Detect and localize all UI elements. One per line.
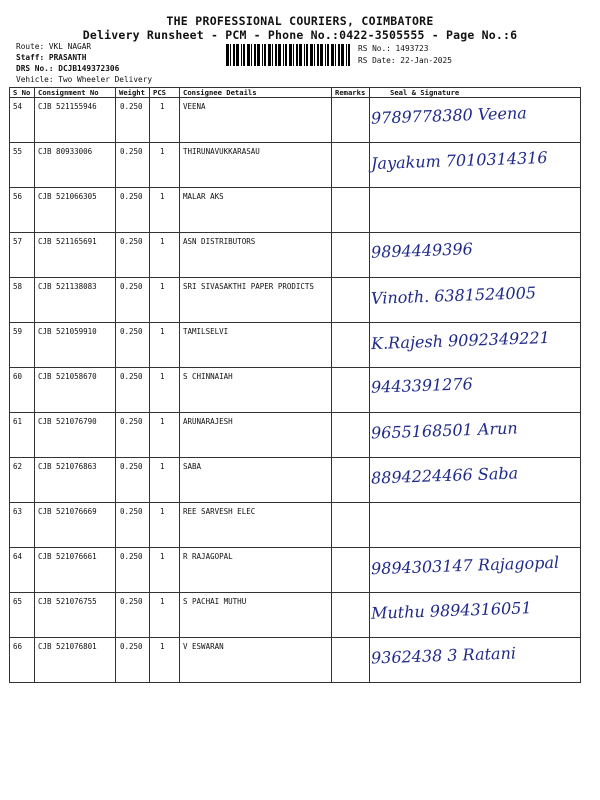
table-row bbox=[10, 278, 581, 323]
row-consignment: CJB 521076790 bbox=[35, 413, 116, 458]
row-pcs: 1 bbox=[150, 593, 180, 638]
row-remarks bbox=[332, 458, 370, 503]
col-consignment: Consignment No bbox=[35, 88, 116, 98]
barcode-bar bbox=[233, 44, 235, 66]
row-consignment: CJB 521059910 bbox=[35, 323, 116, 368]
row-consignment: CJB 521076863 bbox=[35, 458, 116, 503]
row-remarks bbox=[332, 233, 370, 278]
row-remarks bbox=[332, 278, 370, 323]
handwritten-signature: 9894449396 bbox=[370, 239, 474, 262]
row-consignee: SABA bbox=[180, 458, 332, 503]
row-pcs: 1 bbox=[150, 413, 180, 458]
barcode-bar bbox=[243, 44, 245, 66]
barcode-bar bbox=[331, 44, 334, 66]
row-sno: 55 bbox=[10, 143, 35, 188]
row-signature bbox=[370, 413, 581, 458]
barcode-bar bbox=[335, 44, 336, 66]
row-sno: 59 bbox=[10, 323, 35, 368]
row-consignee: V ESWARAN bbox=[180, 638, 332, 683]
row-consignee: S PACHAI MUTHU bbox=[180, 593, 332, 638]
row-sno: 58 bbox=[10, 278, 35, 323]
barcode-bar bbox=[251, 44, 252, 66]
row-consignment: CJB 521165691 bbox=[35, 233, 116, 278]
barcode-bar bbox=[247, 44, 250, 66]
row-remarks bbox=[332, 143, 370, 188]
row-sno: 66 bbox=[10, 638, 35, 683]
route-label: Route: VKL NAGAR bbox=[16, 42, 92, 51]
row-remarks bbox=[332, 593, 370, 638]
row-consignee: R RAJAGOPAL bbox=[180, 548, 332, 593]
barcode-bar bbox=[254, 44, 256, 66]
row-signature bbox=[370, 233, 581, 278]
handwritten-signature: 8894224466 Saba bbox=[370, 463, 519, 488]
row-consignment: CJB 521076755 bbox=[35, 593, 116, 638]
col-consignee: Consignee Details bbox=[180, 88, 332, 98]
row-remarks bbox=[332, 188, 370, 233]
row-consignment: CJB 521058670 bbox=[35, 368, 116, 413]
barcode-bar bbox=[310, 44, 313, 66]
barcode-bar bbox=[278, 44, 281, 66]
row-weight: 0.250 bbox=[116, 233, 150, 278]
row-remarks bbox=[332, 98, 370, 143]
col-pcs: PCS bbox=[150, 88, 180, 98]
handwritten-signature: K.Rajesh 9092349221 bbox=[370, 327, 551, 354]
row-consignment: CJB 521138083 bbox=[35, 278, 116, 323]
handwritten-signature: Vinoth. 6381524005 bbox=[370, 283, 537, 308]
row-weight: 0.250 bbox=[116, 638, 150, 683]
row-consignment: CJB 521155946 bbox=[35, 98, 116, 143]
table-row bbox=[10, 593, 581, 638]
row-consignee: REE SARVESH ELEC bbox=[180, 503, 332, 548]
row-signature bbox=[370, 143, 581, 188]
row-signature bbox=[370, 188, 581, 233]
barcode-bar bbox=[285, 44, 287, 66]
table-header-row bbox=[10, 88, 581, 98]
handwritten-signature: 9362438 3 Ratani bbox=[370, 643, 517, 668]
col-remarks: Remarks bbox=[332, 88, 370, 98]
table-row bbox=[10, 368, 581, 413]
barcode bbox=[226, 44, 350, 66]
staff-label: Staff: bbox=[16, 53, 45, 62]
company-title: THE PROFESSIONAL COURIERS, COIMBATORE bbox=[166, 14, 434, 28]
row-weight: 0.250 bbox=[116, 98, 150, 143]
row-pcs: 1 bbox=[150, 458, 180, 503]
barcode-bar bbox=[268, 44, 271, 66]
col-sno: S No bbox=[10, 88, 35, 98]
row-weight: 0.250 bbox=[116, 548, 150, 593]
row-pcs: 1 bbox=[150, 233, 180, 278]
barcode-bar bbox=[299, 44, 302, 66]
row-consignee: VEENA bbox=[180, 98, 332, 143]
barcode-bar bbox=[275, 44, 277, 66]
barcode-bar bbox=[257, 44, 260, 66]
table-row bbox=[10, 413, 581, 458]
row-pcs: 1 bbox=[150, 638, 180, 683]
row-weight: 0.250 bbox=[116, 323, 150, 368]
row-pcs: 1 bbox=[150, 323, 180, 368]
barcode-bar bbox=[325, 44, 326, 66]
table-row bbox=[10, 188, 581, 233]
barcode-bar bbox=[346, 44, 347, 66]
row-signature bbox=[370, 458, 581, 503]
barcode-bar bbox=[327, 44, 329, 66]
barcode-bar bbox=[264, 44, 266, 66]
row-sno: 62 bbox=[10, 458, 35, 503]
table-row bbox=[10, 638, 581, 683]
row-sno: 54 bbox=[10, 98, 35, 143]
row-signature bbox=[370, 368, 581, 413]
drs-value: DCJB149372306 bbox=[58, 64, 120, 73]
row-pcs: 1 bbox=[150, 548, 180, 593]
row-signature bbox=[370, 503, 581, 548]
row-consignment: CJB 521076801 bbox=[35, 638, 116, 683]
table-row bbox=[10, 233, 581, 278]
row-remarks bbox=[332, 368, 370, 413]
barcode-bar bbox=[226, 44, 229, 66]
row-consignee: THIRUNAVUKKARASAU bbox=[180, 143, 332, 188]
row-consignee: TAMILSELVI bbox=[180, 323, 332, 368]
row-sno: 64 bbox=[10, 548, 35, 593]
row-weight: 0.250 bbox=[116, 368, 150, 413]
staff-value: PRASANTH bbox=[48, 53, 87, 62]
barcode-bar bbox=[304, 44, 305, 66]
row-signature bbox=[370, 548, 581, 593]
col-seal-signature: Seal & Signature bbox=[370, 88, 581, 98]
runsheet-title: Delivery Runsheet - PCM - Phone No.:0422-3505555 - Page No.:6 bbox=[82, 28, 518, 42]
handwritten-signature: Jayakum 7010314316 bbox=[370, 147, 548, 174]
row-weight: 0.250 bbox=[116, 188, 150, 233]
row-sno: 63 bbox=[10, 503, 35, 548]
row-consignee: ASN DISTRIBUTORS bbox=[180, 233, 332, 278]
row-pcs: 1 bbox=[150, 368, 180, 413]
row-sno: 56 bbox=[10, 188, 35, 233]
row-sno: 57 bbox=[10, 233, 35, 278]
vehicle-label: Vehicle: Two Wheeler Delivery bbox=[16, 75, 153, 84]
barcode-bar bbox=[338, 44, 340, 66]
barcode-bar bbox=[241, 44, 242, 66]
row-signature bbox=[370, 98, 581, 143]
rs-no: RS No.: 1493723 bbox=[358, 44, 429, 53]
table-row bbox=[10, 98, 581, 143]
row-pcs: 1 bbox=[150, 278, 180, 323]
row-consignment: CJB 80933006 bbox=[35, 143, 116, 188]
row-remarks bbox=[332, 638, 370, 683]
row-weight: 0.250 bbox=[116, 413, 150, 458]
barcode-bar bbox=[314, 44, 315, 66]
staff-row bbox=[16, 53, 86, 62]
table-row bbox=[10, 458, 581, 503]
rs-date: RS Date: 22-Jan-2025 bbox=[358, 56, 452, 65]
barcode-bar bbox=[272, 44, 273, 66]
handwritten-signature: Muthu 9894316051 bbox=[370, 598, 532, 623]
row-weight: 0.250 bbox=[116, 143, 150, 188]
row-remarks bbox=[332, 323, 370, 368]
barcode-bar bbox=[293, 44, 294, 66]
row-weight: 0.250 bbox=[116, 458, 150, 503]
row-consignment: CJB 521066305 bbox=[35, 188, 116, 233]
barcode-bar bbox=[262, 44, 263, 66]
barcode-bar bbox=[320, 44, 323, 66]
barcode-bar bbox=[306, 44, 308, 66]
drs-row bbox=[16, 64, 119, 73]
row-pcs: 1 bbox=[150, 503, 180, 548]
barcode-bar bbox=[283, 44, 284, 66]
row-remarks bbox=[332, 548, 370, 593]
drs-label: DRS No.: bbox=[16, 64, 54, 73]
runsheet-table bbox=[9, 87, 581, 683]
row-consignee: MALAR AKS bbox=[180, 188, 332, 233]
row-remarks bbox=[332, 503, 370, 548]
barcode-bar bbox=[341, 44, 344, 66]
row-pcs: 1 bbox=[150, 143, 180, 188]
barcode-bar bbox=[289, 44, 292, 66]
row-consignee: SRI SIVASAKTHI PAPER PRODICTS bbox=[180, 278, 332, 323]
barcode-bar bbox=[348, 44, 350, 66]
handwritten-signature: 9894303147 Rajagopal bbox=[370, 552, 560, 579]
row-signature bbox=[370, 593, 581, 638]
row-signature bbox=[370, 323, 581, 368]
row-remarks bbox=[332, 413, 370, 458]
barcode-bar bbox=[317, 44, 319, 66]
row-signature bbox=[370, 638, 581, 683]
row-consignee: ARUNARAJESH bbox=[180, 413, 332, 458]
handwritten-signature: 9655168501 Arun bbox=[370, 418, 518, 443]
row-consignment: CJB 521076661 bbox=[35, 548, 116, 593]
row-sno: 65 bbox=[10, 593, 35, 638]
row-sno: 61 bbox=[10, 413, 35, 458]
row-sno: 60 bbox=[10, 368, 35, 413]
handwritten-signature: 9789778380 Veena bbox=[370, 103, 528, 128]
barcode-bar bbox=[230, 44, 231, 66]
row-weight: 0.250 bbox=[116, 503, 150, 548]
row-consignment: CJB 521076669 bbox=[35, 503, 116, 548]
row-pcs: 1 bbox=[150, 188, 180, 233]
barcode-bar bbox=[236, 44, 239, 66]
barcode-bar bbox=[296, 44, 298, 66]
table-row bbox=[10, 548, 581, 593]
table-row bbox=[10, 143, 581, 188]
row-pcs: 1 bbox=[150, 98, 180, 143]
handwritten-signature: 9443391276 bbox=[370, 374, 474, 397]
row-weight: 0.250 bbox=[116, 278, 150, 323]
table-row bbox=[10, 503, 581, 548]
col-weight: Weight bbox=[116, 88, 150, 98]
table-row bbox=[10, 323, 581, 368]
row-consignee: S CHINNAIAH bbox=[180, 368, 332, 413]
row-signature bbox=[370, 278, 581, 323]
row-weight: 0.250 bbox=[116, 593, 150, 638]
